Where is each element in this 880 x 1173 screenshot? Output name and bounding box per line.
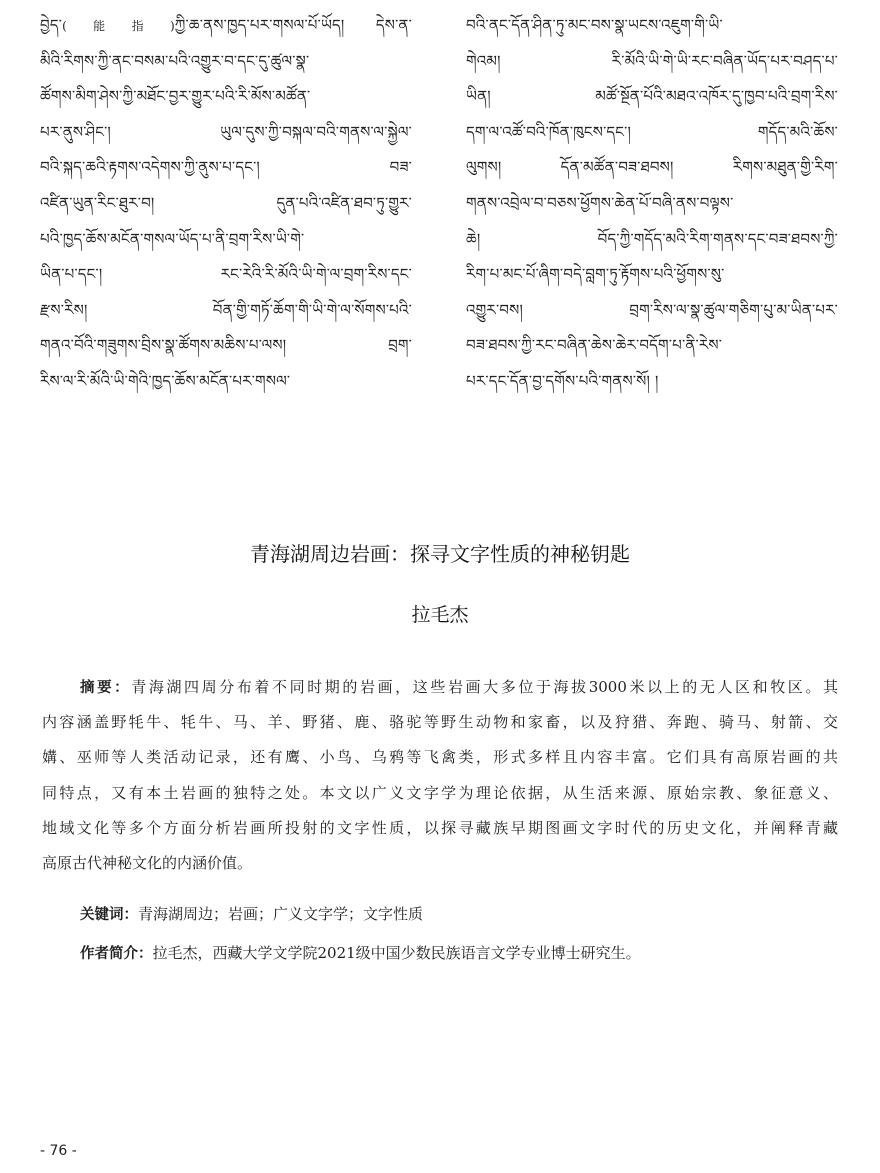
tibetan-line: མིའི་རིགས་ཀྱི་ནང་བསམ་པའི་འགྱུར་བ་དང་དུ་ཚུལ་སྣ་: [40, 51, 310, 70]
tibetan-line: ཚོགས་མིག་ཤེས་ཀྱི་མཐོང་བྱར་གྱུར་པའི་རི་མོས་མཚོན་: [40, 87, 311, 106]
page-number: - 76 -: [40, 1143, 77, 1159]
keywords-text: 青海湖周边；岩画；广义文字学；文字性质: [138, 905, 424, 923]
tibetan-column-right: [466, 8, 838, 400]
tibetan-line: འཛིན་ཡུན་རིང་ཐུར་བ། དུན་པའི་འཛིན་ཐབ་ཏུ་གྱུར་: [40, 193, 412, 212]
abstract-text: 青海湖四周分布着不同时期的岩画，这些岩画大多位于海拔3000米以上的无人区和牧区。其: [131, 678, 838, 696]
tibetan-line: བའི་སྐད་ཆའི་རྟགས་འདེགས་ཀྱི་ནུས་པ་དང་། བཟ་: [40, 158, 412, 177]
tibetan-line: གེའམ། རི་མོའི་ཡི་གེ་ཡི་རང་བཞིན་ཡོད་པར་བཤད་པ་: [466, 51, 838, 70]
article-title: 青海湖周边岩画：探寻文字性质的神秘钥匙: [250, 542, 630, 566]
abstract-line: 同特点，又有本土岩画的独特之处。本文以广义文字学为理论依据，从生活来源、原始宗教、象征意义、: [42, 783, 838, 802]
tibetan-line: ཆེ། བོད་ཀྱི་གདོད་མའི་རིག་གནས་དང་བཟ་ཐབས་ཀྱི་: [466, 229, 838, 248]
tibetan-line: དག་ལ་འཚོ་བའི་ཁོན་ཁུངས་དང་། གདོད་མའི་ཆོས་: [466, 122, 838, 141]
tibetan-line: ཡིན། མཚོ་སྔོན་པོའི་མཐའ་འཁོར་དུ་ཁྱབ་པའི་བྲག་རིས་: [466, 87, 838, 106]
tibetan-line: གནས་འབྲེལ་བ་བཅས་ཕྱོགས་ཆེན་པོ་བཞི་ནས་བལྟས་: [466, 193, 734, 212]
abstract: [42, 670, 838, 881]
abstract-line: 媾、巫师等人类活动记录，还有鹰、小鸟、乌鸦等飞禽类，形式多样且内容丰富。它们具有高原岩画的共: [42, 748, 838, 767]
signifier-note: (能指): [62, 19, 175, 33]
tibetan-line: བཟ་ཐབས་ཀྱི་རང་བཞིན་ཆེས་ཆེར་བདོག་པ་ནི་རེས་: [466, 336, 723, 355]
abstract-line: 高原古代神秘文化的内涵价值。: [42, 853, 253, 872]
tibetan-line: ཡིན་པ་དང་། རང་རེའི་རི་མོའི་ཡི་གེ་ལ་བྲག་རིས་དང་: [40, 265, 412, 284]
abstract-line: [42, 670, 838, 705]
author-bio-label: 作者简介：: [80, 946, 153, 962]
tibetan-line: པར་དང་དོན་བྱ་དགོས་པའི་གནས་སོ། །: [466, 371, 659, 390]
author-bio: [80, 942, 840, 963]
keywords-label: 关键词：: [80, 907, 138, 923]
tibetan-line: ལུགས། དོན་མཚོན་བཟ་ཐབས། རིགས་མཐུན་གྱི་རིག་: [466, 158, 838, 177]
abstract-line: 地域文化等多个方面分析岩画所投射的文字性质，以探寻藏族早期图画文字时代的历史文化，并阐释青藏: [42, 818, 838, 837]
tibetan-line: འགྱུར་བས། བྲག་རིས་ལ་སྣ་ཚུལ་གཅིག་པུ་མ་ཡིན་པར་: [466, 300, 838, 319]
tibetan-text: ཀྱི་ཆ་ནས་ཁྱད་པར་གསལ་པོ་ཡོད། དེས་ན་: [174, 16, 412, 34]
tibetan-line: རིས་ལ་རི་མོའི་ཡི་གེའི་ཁྱད་ཆོས་མངོན་པར་གསལ་: [40, 371, 291, 390]
keywords: [80, 903, 840, 924]
tibetan-line: གནའ་བོའི་གཟུགས་བྲིས་སྣ་ཚོགས་མཆིས་པ་ལས། བྲག་: [40, 336, 412, 355]
tibetan-line: པར་ནུས་ཤིང་། ཡུལ་དུས་ཀྱི་བསྐལ་བའི་གནས་ལ་སྐྱེལ་: [40, 122, 412, 141]
tibetan-line: རྫས་རིས། བོན་གྱི་གཏོ་ཆོག་གི་ཡི་གེ་ལ་སོགས་པའི་: [40, 300, 412, 319]
abstract-line: 内容涵盖野牦牛、牦牛、马、羊、野猪、鹿、骆驼等野生动物和家畜，以及狩猎、奔跑、骑马、射箭、交: [42, 713, 838, 732]
tibetan-line: [40, 8, 412, 44]
abstract-label: 摘要：: [80, 680, 132, 696]
tibetan-line: བའི་ནང་དོན་ཤིན་ཏུ་མང་བས་སྣ་ཡངས་འཇུག་གི་ཡི་: [466, 16, 723, 34]
author-bio-text: 拉毛杰，西藏大学文学院2021级中国少数民族语言文学专业博士研究生。: [152, 944, 641, 962]
tibetan-column-left: [40, 8, 412, 400]
tibetan-text: བྱེད་: [40, 16, 63, 34]
tibetan-line: པའི་ཁྱད་ཆོས་མངོན་གསལ་ཡོད་པ་ནི་བྲག་རིས་ཡི་གེ་: [40, 229, 305, 248]
tibetan-line: རིག་པ་མང་པོ་ཞིག་བདེ་བླག་ཏུ་རྟོགས་པའི་ཕྱོགས་སུ་: [466, 265, 725, 284]
article-author: 拉毛杰: [411, 604, 469, 626]
